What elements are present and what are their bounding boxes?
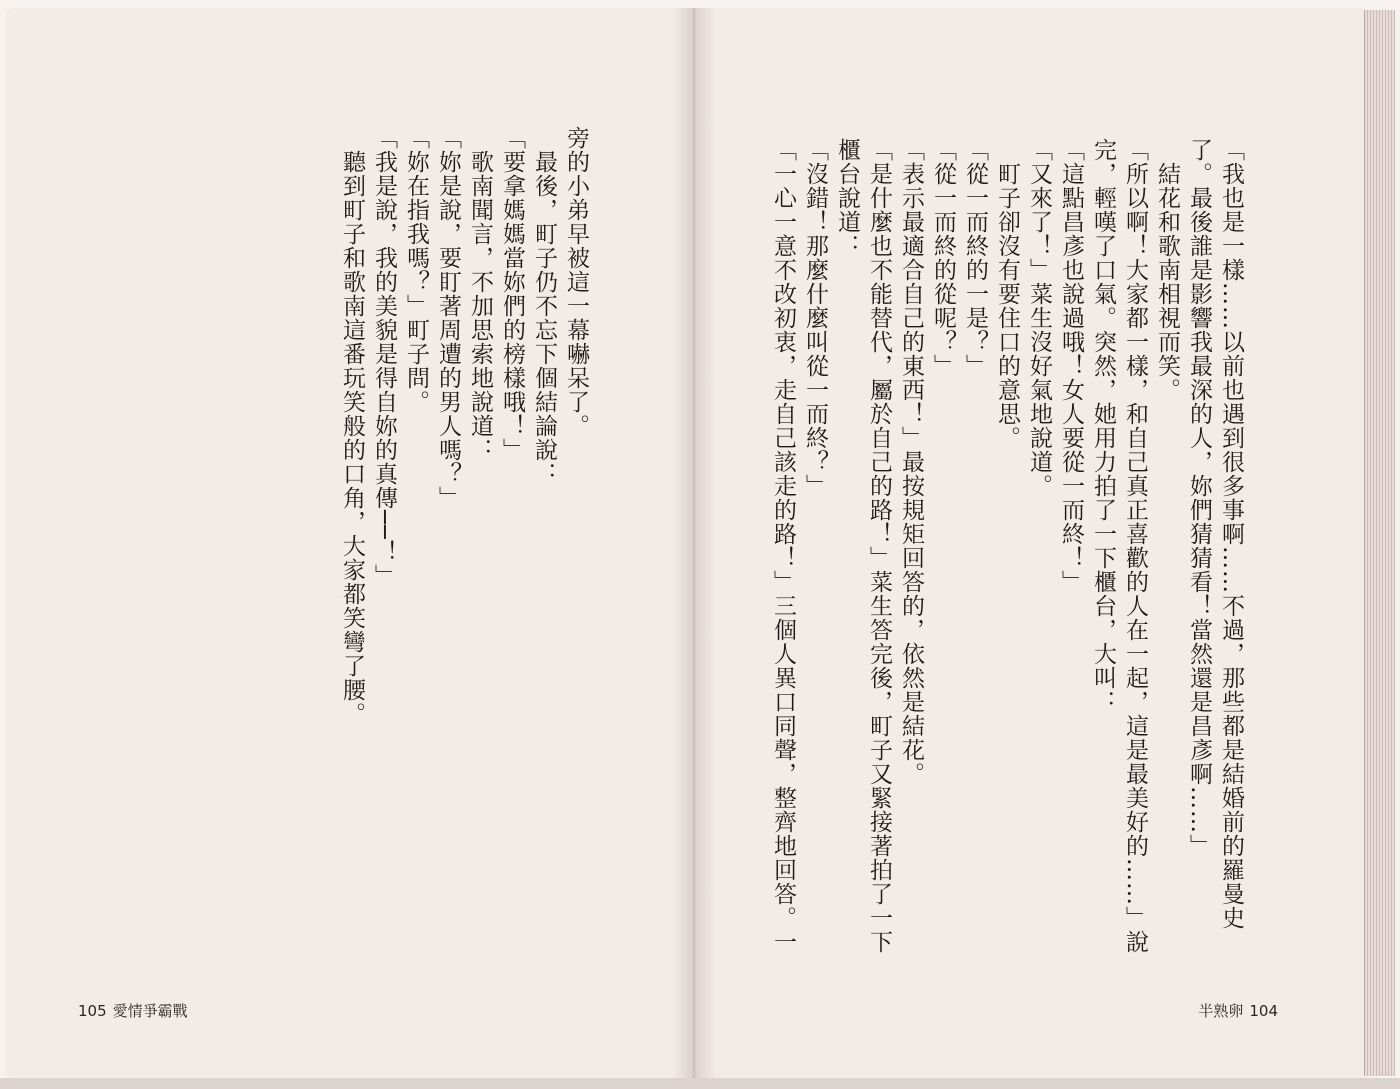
left-page-text-line: 歌南聞言，不加思索地說道：: [467, 126, 493, 462]
right-page-text-line: 「從一而終的從呢？」: [930, 138, 956, 378]
right-page-text-line: 「一心一意不改初衷，走自己該走的路！」三個人異口同聲，整齊地回答。一: [770, 138, 796, 954]
right-page: [692, 8, 1364, 1078]
right-page-text-line: 了。最後誰是影響我最深的人，妳們猜猜看！當然還是昌彥啊……」: [1186, 138, 1212, 858]
right-page-text-line: 「是什麼也不能替代，屬於自己的路！」菜生答完後，町子又緊接著拍了一下: [866, 138, 892, 954]
left-page-text-line: 「要拿媽媽當妳們的榜樣哦！」: [499, 126, 525, 462]
left-page: [6, 8, 692, 1078]
page-number-104: 104: [1249, 1002, 1278, 1020]
right-page-footer: [1198, 1000, 1278, 1021]
scan-bottom-edge: [0, 1078, 1400, 1089]
left-page-footer: [78, 1000, 188, 1021]
running-title-right: 半熟卵: [1198, 1002, 1244, 1020]
book-gutter: [672, 8, 716, 1078]
right-page-text-line: 「沒錯！那麼什麼叫從一而終？」: [802, 138, 828, 498]
right-page-text-line: 櫃台說道：: [834, 138, 860, 258]
left-page-text-line: 最後，町子仍不忘下個結論說：: [531, 126, 557, 486]
page-number-105: 105: [78, 1002, 107, 1020]
right-page-text-line: 「所以啊！大家都一樣，和自己真正喜歡的人在一起，這是最美好的……」說: [1122, 138, 1148, 954]
right-page-text-line: 完，輕嘆了口氣。突然，她用力拍了一下櫃台，大叫：: [1090, 138, 1116, 714]
right-page-text-line: 「這點昌彥也說過哦！女人要從一而終！」: [1058, 138, 1084, 594]
running-title-left: 愛情爭霸戰: [112, 1002, 188, 1020]
left-page-text-line: 「我是說，我的美貌是得自妳的真傳──！」: [371, 126, 397, 588]
right-page-text-line: 「又來了！」菜生沒好氣地說道。: [1026, 138, 1052, 498]
left-page-text-line: 「妳在指我嗎？」町子問。: [403, 126, 429, 414]
right-page-text-line: 結花和歌南相視而笑。: [1154, 138, 1180, 402]
left-page-text-line: 聽到町子和歌南這番玩笑般的口角，大家都笑彎了腰。: [339, 126, 365, 726]
left-page-text-line: 「妳是說，要盯著周遭的男人嗎？」: [435, 126, 461, 510]
left-page-text-line: 旁的小弟早被這一幕嚇呆了。: [563, 126, 589, 438]
right-page-text-line: 「我也是一樣……以前也遇到很多事啊……不過，那些都是結婚前的羅曼史: [1218, 138, 1244, 930]
right-page-text: [767, 138, 1247, 978]
right-page-text-line: 町子卻沒有要住口的意思。: [994, 138, 1020, 450]
page-edge-stack: [1364, 10, 1395, 1076]
right-page-text-line: 「從一而終的一是？」: [962, 138, 988, 378]
left-page-text: [336, 126, 592, 766]
right-page-text-line: 「表示最適合自己的東西！」最按規矩回答的，依然是結花。: [898, 138, 924, 786]
